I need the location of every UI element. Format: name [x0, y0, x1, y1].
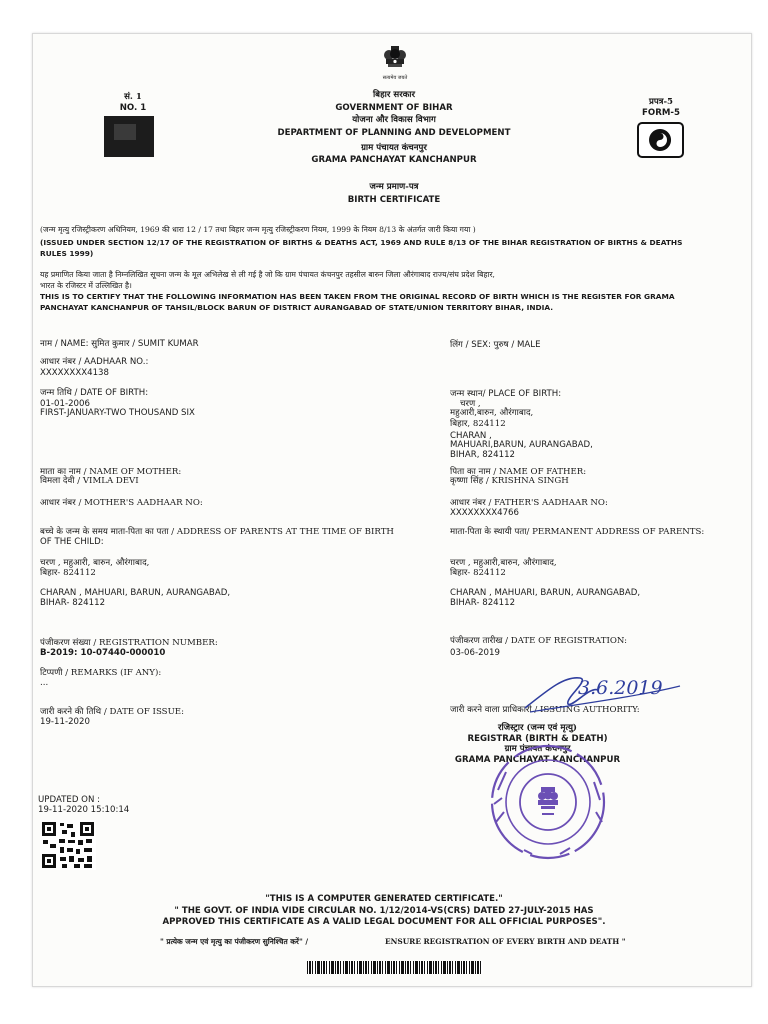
pob-line: BIHAR, 824112: [450, 450, 516, 460]
birth-address-label-1: बच्चे के जन्म के समय माता-पिता का पता / ADDRESS OF PARENTS AT THE TIME OF BIRTH: [40, 527, 394, 537]
pob-line: CHARAN ,: [450, 431, 492, 441]
certify-en-2: PANCHAYAT KANCHANPUR OF TAHSIL/BLOCK BARUN OF DISTRICT AURANGABAD OF STATE/UNION TERRITORY BIHAR, INDIA.: [40, 303, 554, 312]
issue-date-label: जारी करने की तिथि / DATE OF ISSUE:: [40, 707, 184, 717]
serial-number-en: NO. 1: [119, 103, 147, 113]
header-panchayat-hi: ग्राम पंचायत कंचनपुर: [361, 143, 427, 153]
dob-words: FIRST-JANUARY-TWO THOUSAND SIX: [40, 408, 195, 418]
form-number-hi: प्रपत्र-5: [648, 97, 674, 107]
national-emblem-icon: [380, 44, 410, 76]
remarks-label: टिप्पणी / REMARKS (IF ANY):: [40, 668, 162, 678]
issuing-authority-label: जारी करने वाला प्राधिकारी / ISSUING AUTHORITY:: [450, 705, 640, 715]
mother-label: माता का नाम / NAME OF MOTHER:: [40, 467, 182, 477]
permanent-address-line: CHARAN , MAHUARI, BARUN, AURANGABAD,: [450, 588, 641, 598]
header-state-en: GOVERNMENT OF BIHAR: [335, 103, 453, 113]
certify-en-1: THIS IS TO CERTIFY THAT THE FOLLOWING INFORMATION HAS BEEN TAKEN FROM THE ORIGINAL RECORD OF BIRTH WHICH IS THE REGISTER FOR GRAMA: [40, 292, 675, 301]
mother-aadhaar-label: आधार नंबर / MOTHER'S AADHAAR NO:: [40, 498, 203, 508]
registration-number-label: पंजीकरण संख्या / REGISTRATION NUMBER:: [40, 638, 218, 648]
father-aadhaar-label: आधार नंबर / FATHER'S AADHAAR NO:: [450, 498, 608, 508]
signature: [520, 668, 690, 718]
registration-date-value: 03-06-2019: [450, 648, 500, 658]
pob-line: बिहार, 824112: [450, 419, 506, 429]
father-aadhaar-value: XXXXXXXX4766: [450, 508, 519, 518]
permanent-address-line: बिहार- 824112: [450, 568, 506, 578]
permanent-address-line: BIHAR- 824112: [450, 598, 516, 608]
aadhaar-label: आधार नंबर / AADHAAR NO.:: [40, 357, 149, 367]
barcode: [307, 961, 483, 974]
updated-on-value: 19-11-2020 15:10:14: [38, 805, 130, 815]
permanent-address-label: माता-पिता के स्थायी पता/ PERMANENT ADDRESS OF PARENTS:: [450, 527, 705, 537]
issue-date-value: 19-11-2020: [40, 717, 90, 727]
footer-line-4-en: ENSURE REGISTRATION OF EVERY BIRTH AND DEATH ": [385, 937, 626, 946]
certify-hi-1: यह प्रमाणित किया जाता है निम्नलिखित सूचना जन्म के मूल अभिलेख से ली गई है जो कि ग्राम पंचायत कंचनपुर तहसील बारुन जिला औरंगाबाद राज्य/संघ प्रदेश बिहार,: [40, 270, 495, 279]
registration-logo-icon: [637, 122, 684, 158]
birth-address-label-2: OF THE CHILD:: [40, 537, 104, 547]
registration-date-label: पंजीकरण तारीख / DATE OF REGISTRATION:: [450, 636, 628, 646]
registrar-title-en: REGISTRAR (BIRTH & DEATH): [467, 734, 608, 744]
father-label: पिता का नाम / NAME OF FATHER:: [450, 467, 587, 477]
birth-address-line: बिहार- 824112: [40, 568, 96, 578]
certificate-title-hi: जन्म प्रमाण-पत्र: [369, 182, 419, 192]
permanent-address-line: चरण , महुआरी,बारुन, औरंगाबाद,: [450, 558, 557, 568]
qr-code[interactable]: [40, 820, 96, 870]
issued-under-hi: (जन्म मृत्यु रजिस्ट्रीकरण अधिनियम, 1969 की धारा 12 / 17 तथा बिहार जन्म मृत्यु रजिस्ट्रीकरण नियम, 1999 के नियम 8/13 के अंतर्गत जारी किया गया ): [40, 225, 476, 234]
certify-hi-2: भारत के रजिस्टर में उल्लिखित है।: [40, 281, 132, 290]
panchayat-seal: [484, 742, 612, 862]
registrar-panchayat-hi: ग्राम पंचायत कंचनपुर: [504, 744, 571, 754]
redacted-box: [104, 116, 154, 157]
issued-under-en-1: (ISSUED UNDER SECTION 12/17 OF THE REGISTRATION OF BIRTHS & DEATHS ACT, 1969 AND RULE 8/13 OF THE BIHAR REGISTRATION OF BIRTHS & DEATHS: [40, 238, 683, 247]
header-panchayat-en: GRAMA PANCHAYAT KANCHANPUR: [311, 155, 477, 165]
registrar-panchayat-en: GRAMA PANCHAYAT KANCHANPUR: [454, 755, 621, 765]
footer-line-2: " THE GOVT. OF INDIA VIDE CIRCULAR NO. 1/12/2014-VS(CRS) DATED 27-JULY-2015 HAS: [174, 906, 594, 916]
pob-line: MAHUARI,BARUN, AURANGABAD,: [450, 440, 593, 450]
father-value: कृष्णा सिंह / KRISHNA SINGH: [450, 476, 569, 486]
pob-label: जन्म स्थान/ PLACE OF BIRTH:: [450, 389, 562, 399]
emblem-motto: सत्यमेव जयते: [382, 75, 408, 81]
header-state-hi: बिहार सरकार: [372, 90, 416, 100]
pob-line: महुआरी,बारुन, औरंगाबाद,: [450, 408, 534, 418]
certificate-title-en: BIRTH CERTIFICATE: [347, 195, 441, 205]
mother-value: विमला देवी / VIMLA DEVI: [40, 476, 139, 486]
footer-line-3: APPROVED THIS CERTIFICATE AS A VALID LEGAL DOCUMENT FOR ALL OFFICIAL PURPOSES".: [162, 917, 606, 927]
header-dept-hi: योजना और विकास विभाग: [352, 115, 436, 125]
serial-number-hi: सं. 1: [124, 92, 142, 102]
registration-number-value: B-2019: 10-07440-000010: [40, 648, 166, 658]
certificate-paper: [32, 33, 752, 987]
birth-address-line: BIHAR- 824112: [40, 598, 106, 608]
footer-line-1: "THIS IS A COMPUTER GENERATED CERTIFICATE.": [265, 894, 503, 904]
issued-under-en-2: RULES 1999): [40, 249, 94, 258]
updated-on-label: UPDATED ON :: [38, 795, 100, 805]
dob-label: जन्म तिथि / DATE OF BIRTH:: [40, 388, 149, 398]
footer-line-4-hi: " प्रत्येक जन्म एवं मृत्यु का पंजीकरण सुनिश्चित करें" /: [160, 937, 309, 946]
signature-date: 3.6.2019: [578, 677, 663, 699]
dob-value: 01-01-2006: [40, 399, 90, 409]
registrar-title-hi: रजिस्ट्रार (जन्म एवं मृत्यु): [497, 723, 578, 733]
remarks-value: ...: [40, 678, 49, 688]
form-number-en: FORM-5: [642, 108, 680, 118]
name-field: नाम / NAME: सुमित कुमार / SUMIT KUMAR: [40, 339, 199, 349]
birth-address-line: चरण , महुआरी, बारुन, औरंगाबाद,: [40, 558, 150, 568]
header-dept-en: DEPARTMENT OF PLANNING AND DEVELOPMENT: [277, 128, 511, 138]
sex-field: लिंग / SEX: पुरुष / MALE: [450, 340, 541, 350]
birth-address-line: CHARAN , MAHUARI, BARUN, AURANGABAD,: [40, 588, 231, 598]
aadhaar-value: XXXXXXXX4138: [40, 368, 109, 378]
pob-line: चरण ,: [460, 399, 481, 409]
